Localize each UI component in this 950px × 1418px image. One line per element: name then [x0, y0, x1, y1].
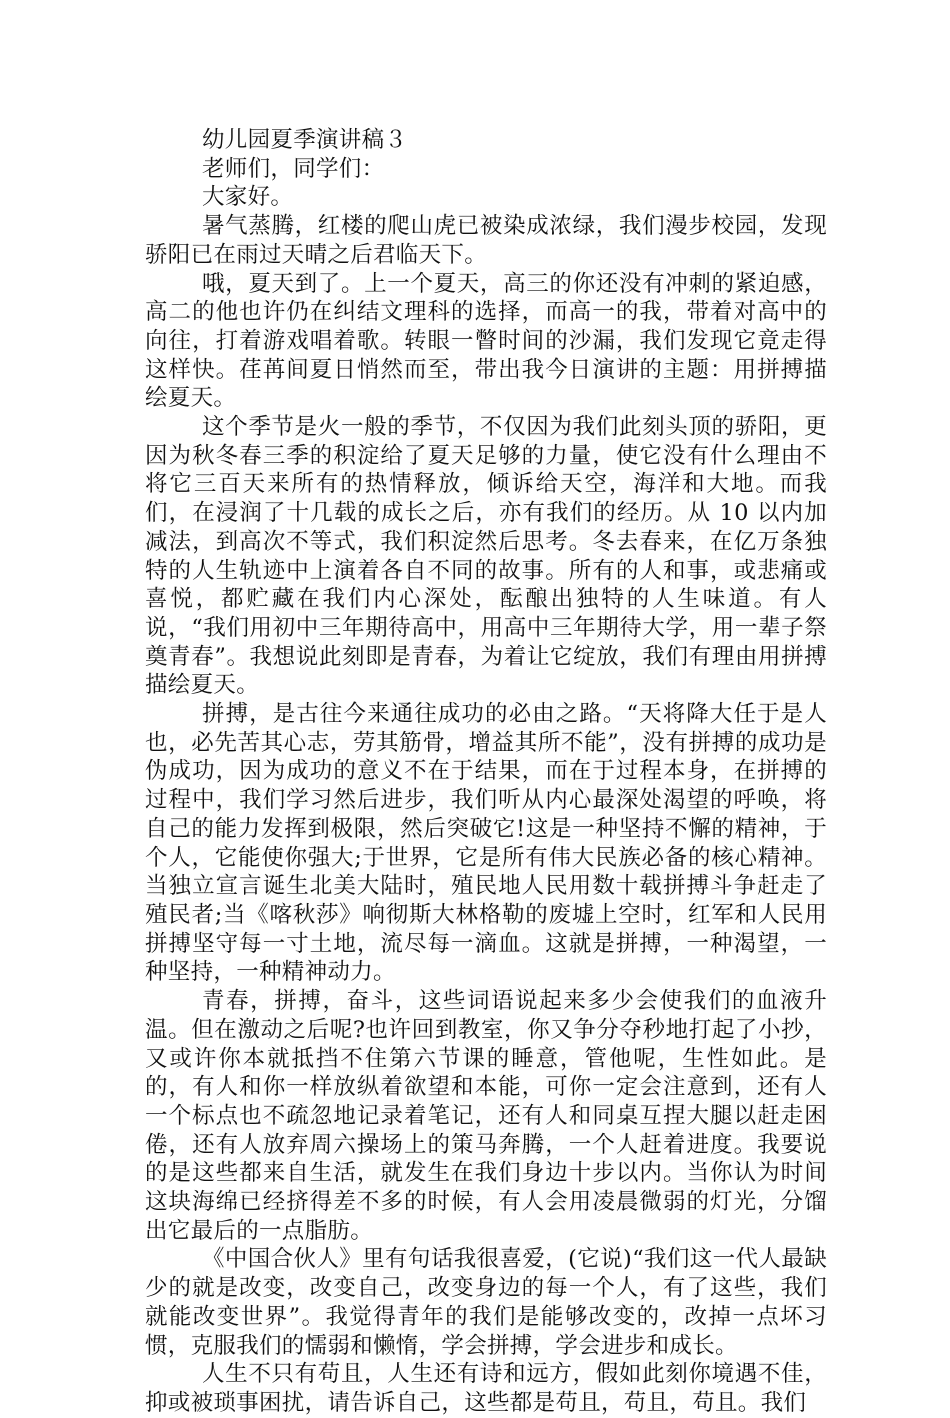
- paragraph-4: 拼搏，是古往今来通往成功的必由之路。“天将降大任于是人也，必先苦其心志，劳其筋骨，增益其所不能”，没有拼搏的成功是伪成功，因为成功的意义不在于结果，而在于过程本身，在拼搏的过程中，我们学习然后进步，我们听从内心最深处渴望的呼唤，将自己的能力发挥到极限，然后突破它!这是一种坚持不懈的精神，于个人，它能使你强大;于世界，它是所有伟大民族必备的核心精神。当独立宣言诞生北美大陆时，殖民地人民用数十载拼搏斗争赶走了殖民者;当《喀秋莎》响彻斯大林格勒的废墟上空时，红军和人民用拼搏坚守每一寸土地，流尽每一滴血。这就是拼搏，一种渴望，一种坚持，一种精神动力。: [145, 701, 827, 986]
- paragraph-5: 青春，拼搏，奋斗，这些词语说起来多少会使我们的血液升温。但在激动之后呢?也许回到教室，你又争分夺秒地打起了小抄，又或许你本就抵挡不住第六节课的睡意，管他呢，生性如此。是的，有人和你一样放纵着欲望和本能，可你一定会注意到，还有人一个标点也不疏忽地记录着笔记，还有人和同桌互捏大腿以赶走困倦，还有人放弃周六操场上的策马奔腾，一个人赶着进度。我要说的是这些都来自生活，就发生在我们身边十步以内。当你认为时间这块海绵已经挤得差不多的时候，有人会用凌晨微弱的灯光，分馏出它最后的一点脂肪。: [145, 988, 827, 1244]
- paragraph-7: 人生不只有苟且，人生还有诗和远方，假如此刻你境遇不佳，抑或被琐事困扰，请告诉自己，这些都是苟且，苟且，苟且。我们: [145, 1361, 827, 1416]
- paragraph-3: 这个季节是火一般的季节，不仅因为我们此刻头顶的骄阳，更因为秋冬春三季的积淀给了夏天足够的力量，使它没有什么理由不将它三百天来所有的热情释放，倾诉给天空，海洋和大地。而我们，在浸润了十几载的成长之后，亦有我们的经历。从 10 以内加减法，到高次不等式，我们积淀然后思考。冬去春来，在亿万条独特的人生轨迹中上演着各自不同的故事。所有的人和事，或悲痛或喜悦，都贮藏在我们内心深处，酝酿出独特的人生味道。有人说，“我们用初中三年期待高中，用高中三年期待大学，用一辈子祭奠青春”。我想说此刻即是青春，为着让它绽放，我们有理由用拼搏描绘夏天。: [145, 414, 827, 699]
- paragraph-1: 暑气蒸腾，红楼的爬山虎已被染成浓绿，我们漫步校园，发现骄阳已在雨过天晴之后君临天下。: [145, 213, 827, 268]
- salutation: 老师们，同学们：: [202, 155, 385, 182]
- paragraph-2: 哦，夏天到了。上一个夏天，高三的你还没有冲刺的紧迫感，高二的他也许仍在纠结文理科的选择，而高一的我，带着对高中的向往，打着游戏唱着歌。转眼一瞥时间的沙漏，我们发现它竟走得这样快。荏苒间夏日悄然而至，带出我今日演讲的主题：用拼搏描绘夏天。: [145, 270, 827, 412]
- greeting: 大家好。: [202, 184, 294, 211]
- paragraph-6: 《中国合伙人》里有句话我很喜爱，(它说)“我们这一代人最缺少的就是改变，改变自己，改变身边的每一个人，有了这些，我们就能改变世界”。我觉得青年的我们是能够改变的，改掉一点坏习惯，克服我们的懦弱和懒惰，学会拼搏，学会进步和成长。: [145, 1246, 827, 1359]
- document-body: [145, 126, 827, 1418]
- document-title: 幼儿园夏季演讲稿３: [202, 127, 408, 153]
